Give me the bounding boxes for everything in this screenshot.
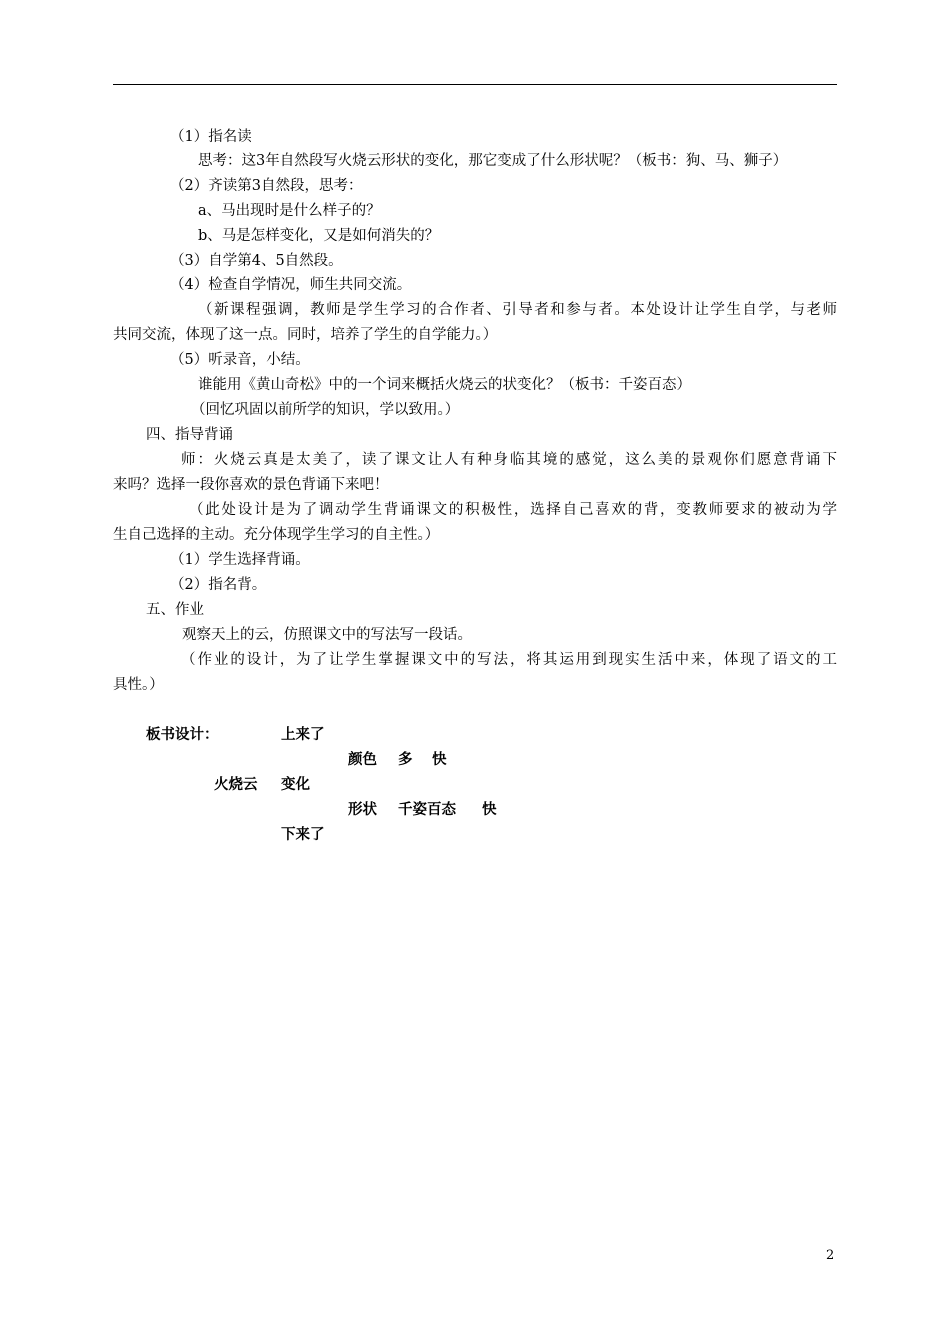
text-line: 思考：这3年自然段写火烧云形状的变化，那它变成了什么形状呢？（板书：狗、马、狮子） [198,153,788,169]
section-heading: 四、指导背诵 [146,427,233,443]
text-line: 生自己选择的主动。充分体现学生学习的自主性。） [113,527,440,543]
text-line: b、马是怎样变化，又是如何消失的？ [198,228,440,244]
header-rule [113,84,837,85]
text-line: 具性。） [113,677,164,693]
text-line: （4）检查自学情况，师生共同交流。 [170,277,412,293]
board-change: 变化 [281,777,310,793]
board-up: 上来了 [281,727,325,743]
board-fast: 快 [482,802,497,818]
board-down: 下来了 [281,827,325,843]
text-line: （2）指名背。 [170,577,267,593]
text-line: （5）听录音，小结。 [170,352,310,368]
board-many: 多 [398,752,413,768]
section-heading: 五、作业 [146,602,204,618]
board-varied: 千姿百态 [398,802,456,818]
board-shape: 形状 [348,802,377,818]
text-line: 来吗？选择一段你喜欢的景色背诵下来吧！ [113,477,389,493]
text-line: （2）齐读第3自然段，思考： [170,178,363,194]
board-design-title: 板书设计： [146,727,219,743]
text-line: （1）指名读 [170,129,252,145]
text-line: 共同交流，体现了这一点。同时，培养了学生的自学能力。） [113,327,498,343]
text-line: 观察天上的云，仿照课文中的写法写一段话。 [182,627,472,643]
text-line: （新课程强调，教师是学生学习的合作者、引导者和参与者。本处设计让学生自学，与老师 [198,302,837,318]
text-line: a、马出现时是什么样子的？ [198,203,381,219]
page-number: 2 [826,1248,835,1263]
text-line: （1）学生选择背诵。 [170,552,310,568]
text-line: （作业的设计，为了让学生掌握课文中的写法，将其运用到现实生活中来，体现了语文的工 [181,652,837,668]
text-line: 师：火烧云真是太美了，读了课文让人有种身临其境的感觉，这么美的景观你们愿意背诵下 [181,452,837,468]
board-subject: 火烧云 [214,777,258,793]
board-fast: 快 [432,752,447,768]
text-line: （此处设计是为了调动学生背诵课文的积极性，选择自己喜欢的背，变教师要求的被动为学 [189,502,837,518]
text-line: （回忆巩固以前所学的知识，学以致用。） [191,402,460,418]
text-line: 谁能用《黄山奇松》中的一个词来概括火烧云的状变化？（板书：千姿百态） [198,377,691,393]
text-line: （3）自学第4、5自然段。 [170,253,343,269]
board-color: 颜色 [348,752,377,768]
